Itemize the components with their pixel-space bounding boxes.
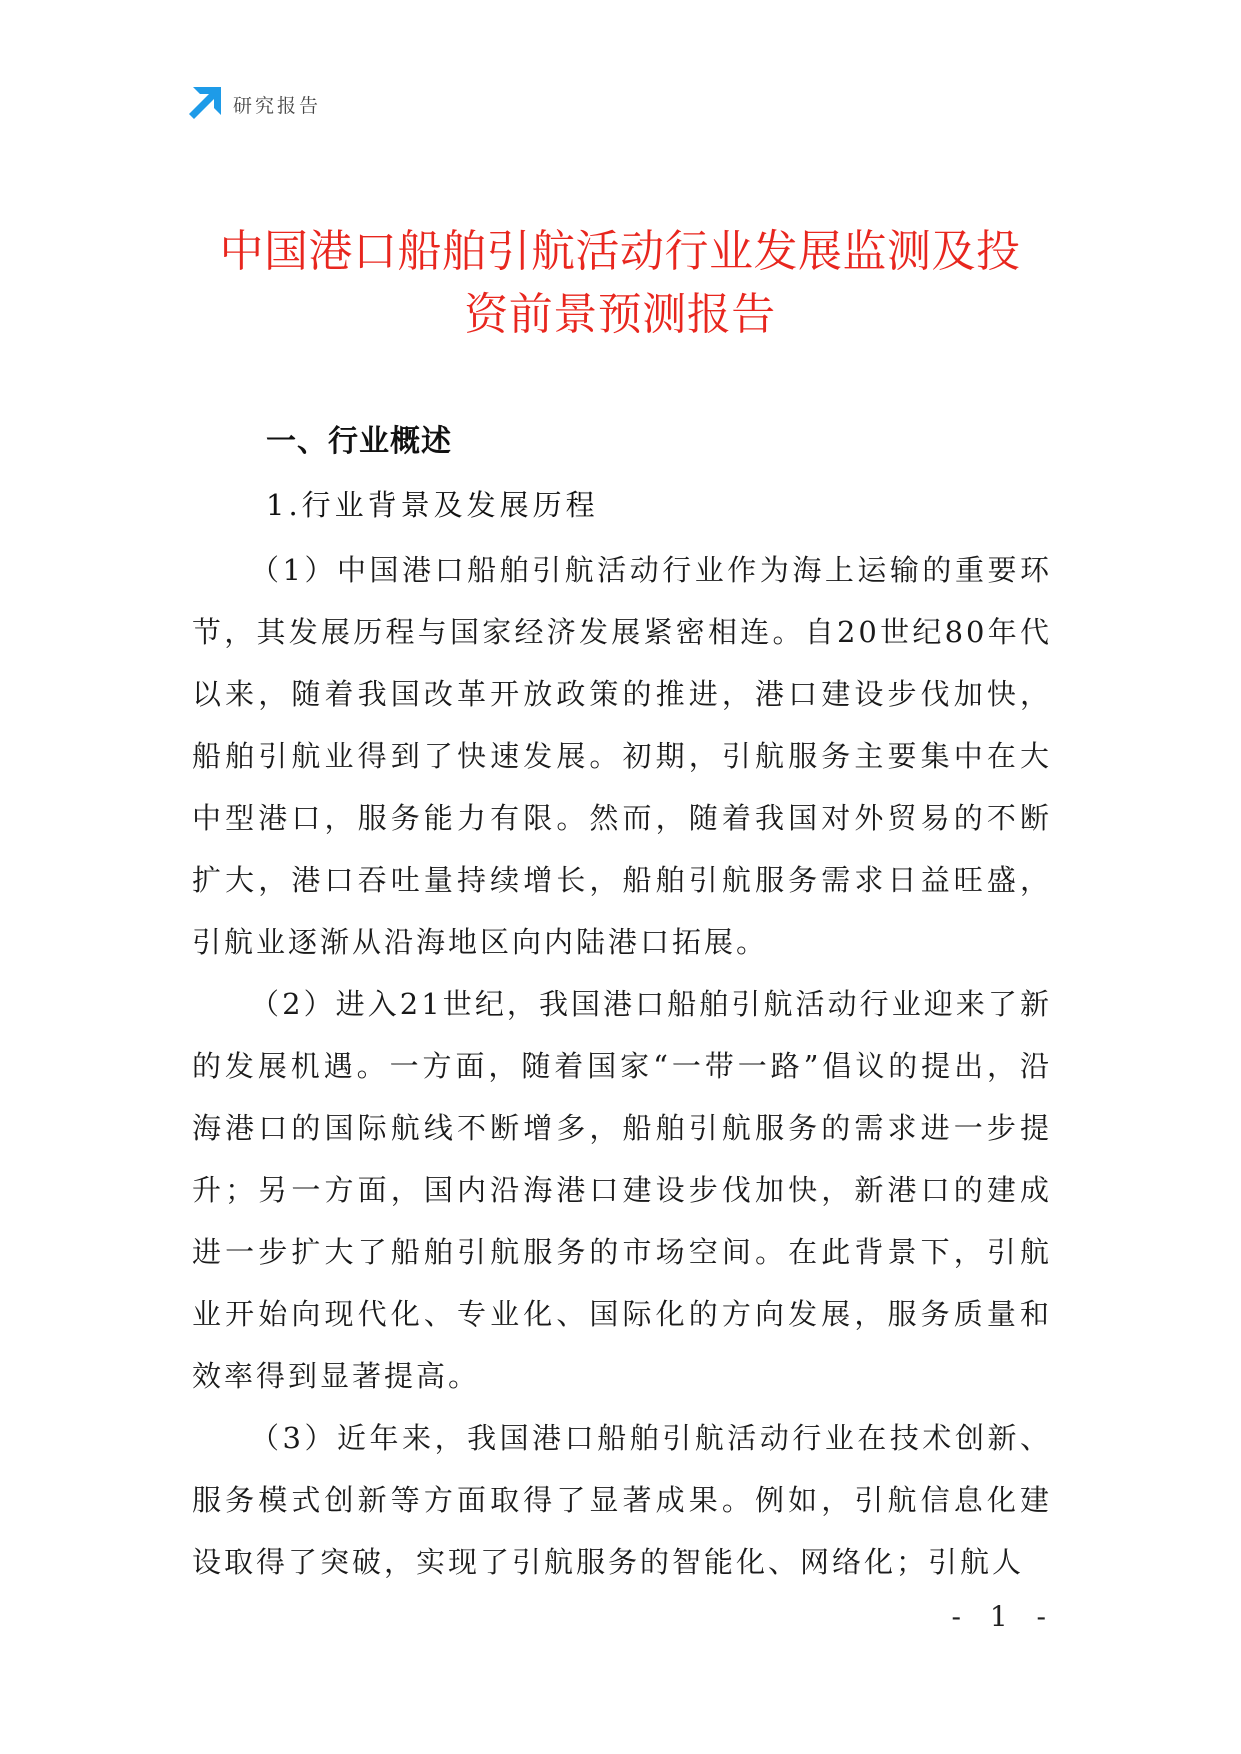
section-heading: 一、行业概述 — [266, 424, 452, 459]
paragraph-2: （2）进入21世纪，我国港口船舶引航活动行业迎来了新的发展机遇。一方面，随着国家“一带一路”倡议的提出，沿海港口的国际航线不断增多，船舶引航服务的需求进一步提升；另一方面，国内沿海港口建设步伐加快，新港口的建成进一步扩大了船舶引航服务的市场空间。在此背景下，引航业开始向现代化、专业化、国际化的方向发展，服务质量和效率得到显著提高。 — [192, 987, 1052, 1393]
report-title — [140, 220, 1100, 346]
report-title-line2: 资前景预测报告 — [464, 289, 776, 340]
section-subheading: 1.行业背景及发展历程 — [266, 488, 599, 522]
header-label: 研究报告 — [233, 94, 322, 117]
page-number: - 1 - — [951, 1600, 1056, 1633]
paragraph-1: （1）中国港口船舶引航活动行业作为海上运输的重要环节，其发展历程与国家经济发展紧密相连。自20世纪80年代以来，随着我国改革开放政策的推进，港口建设步伐加快，船舶引航业得到了快速发展。初期，引航服务主要集中在大中型港口，服务能力有限。然而，随着我国对外贸易的不断扩大，港口吞吐量持续增长，船舶引航服务需求日益旺盛，引航业逐渐从沿海地区向内陆港口拓展。 — [192, 553, 1052, 959]
paragraph-3: （3）近年来，我国港口船舶引航活动行业在技术创新、服务模式创新等方面取得了显著成果。例如，引航信息化建设取得了突破，实现了引航服务的智能化、网络化；引航人 — [192, 1421, 1052, 1579]
page-header — [187, 86, 321, 122]
arrow-up-right-icon — [187, 87, 221, 121]
body-text — [192, 539, 1052, 1593]
report-title-line1: 中国港口船舶引航活动行业发展监测及投 — [219, 226, 1021, 277]
